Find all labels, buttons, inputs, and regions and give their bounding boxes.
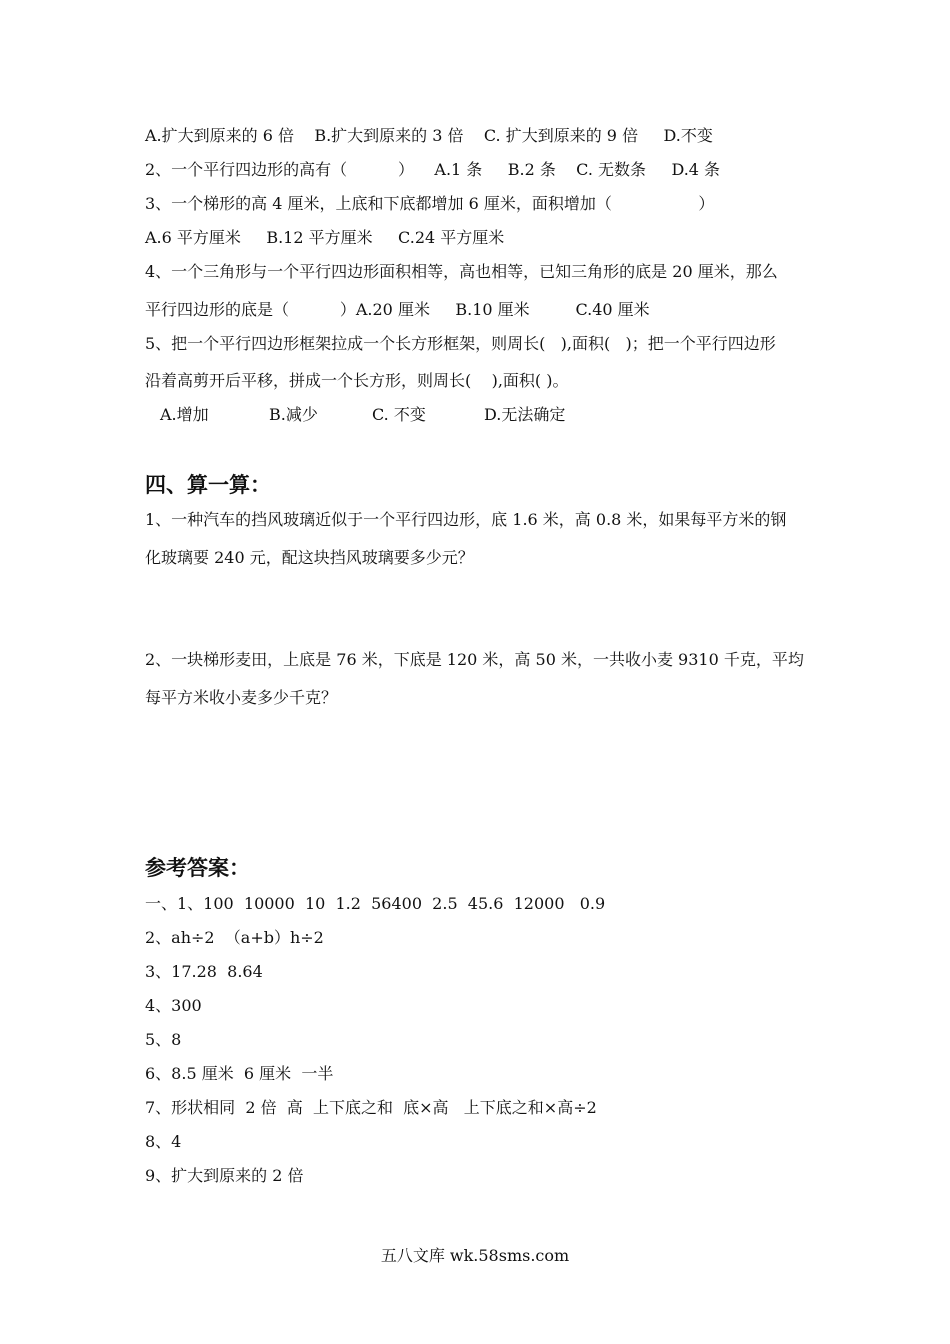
answer-line: 一、1、100 10000 10 1.2 56400 2.5 45.6 12000 0.9 bbox=[145, 894, 606, 913]
q5-option-a: A.增加 bbox=[160, 405, 209, 424]
question-4-line-1: 4、一个三角形与一个平行四边形面积相等，高也相等，已知三角形的底是 20 厘米，那么 bbox=[145, 262, 778, 281]
q5-option-d: D.无法确定 bbox=[484, 405, 566, 424]
answer-line: 7、形状相同 2 倍 高 上下底之和 底×高 上下底之和×高÷2 bbox=[145, 1098, 597, 1117]
question-4-line-2: 平行四边形的底是（ ）A.20 厘米 B.10 厘米 C.40 厘米 bbox=[145, 300, 650, 319]
question-5-line-2: 沿着高剪开后平移，拼成一个长方形，则周长( ),面积( )。 bbox=[145, 371, 569, 390]
answer-line: 4、300 bbox=[145, 996, 202, 1015]
problem-1-line-2: 化玻璃要 240 元，配这块挡风玻璃要多少元？ bbox=[145, 548, 474, 567]
answer-line: 6、8.5 厘米 6 厘米 一半 bbox=[145, 1064, 334, 1083]
question-5-line-1: 5、把一个平行四边形框架拉成一个长方形框架，则周长( ),面积( )；把一个平行四边形 bbox=[145, 334, 776, 353]
q3-options: A.6 平方厘米 B.12 平方厘米 C.24 平方厘米 bbox=[145, 228, 505, 247]
answer-line: 3、17.28 8.64 bbox=[145, 962, 263, 981]
answers-heading: 参考答案： bbox=[145, 855, 250, 880]
problem-2-line-2: 每平方米收小麦多少千克？ bbox=[145, 688, 338, 707]
problem-1-line-1: 1、一种汽车的挡风玻璃近似于一个平行四边形，底 1.6 米，高 0.8 米，如果每平方米的钢 bbox=[145, 510, 787, 529]
q5-option-c: C. 不变 bbox=[372, 405, 426, 424]
answer-line: 8、4 bbox=[145, 1132, 182, 1151]
answer-line: 9、扩大到原来的 2 倍 bbox=[145, 1166, 304, 1185]
answer-line: 2、ah÷2 （a+b）h÷2 bbox=[145, 928, 324, 947]
question-2: 2、一个平行四边形的高有（ ） A.1 条 B.2 条 C. 无数条 D.4 条 bbox=[145, 160, 721, 179]
problem-2-line-1: 2、一块梯形麦田，上底是 76 米，下底是 120 米，高 50 米，一共收小麦 9310 千克，平均 bbox=[145, 650, 804, 669]
section-4-heading: 四、算一算： bbox=[145, 472, 271, 497]
question-3: 3、一个梯形的高 4 厘米，上底和下底都增加 6 厘米，面积增加（ ） bbox=[145, 194, 715, 213]
q5-option-b: B.减少 bbox=[269, 405, 318, 424]
q1-options: A.扩大到原来的 6 倍 B.扩大到原来的 3 倍 C. 扩大到原来的 9 倍 D.不变 bbox=[145, 126, 713, 145]
page-footer: 五八文库 wk.58sms.com bbox=[380, 1246, 570, 1265]
answer-line: 5、8 bbox=[145, 1030, 182, 1049]
q5-options bbox=[160, 405, 800, 427]
